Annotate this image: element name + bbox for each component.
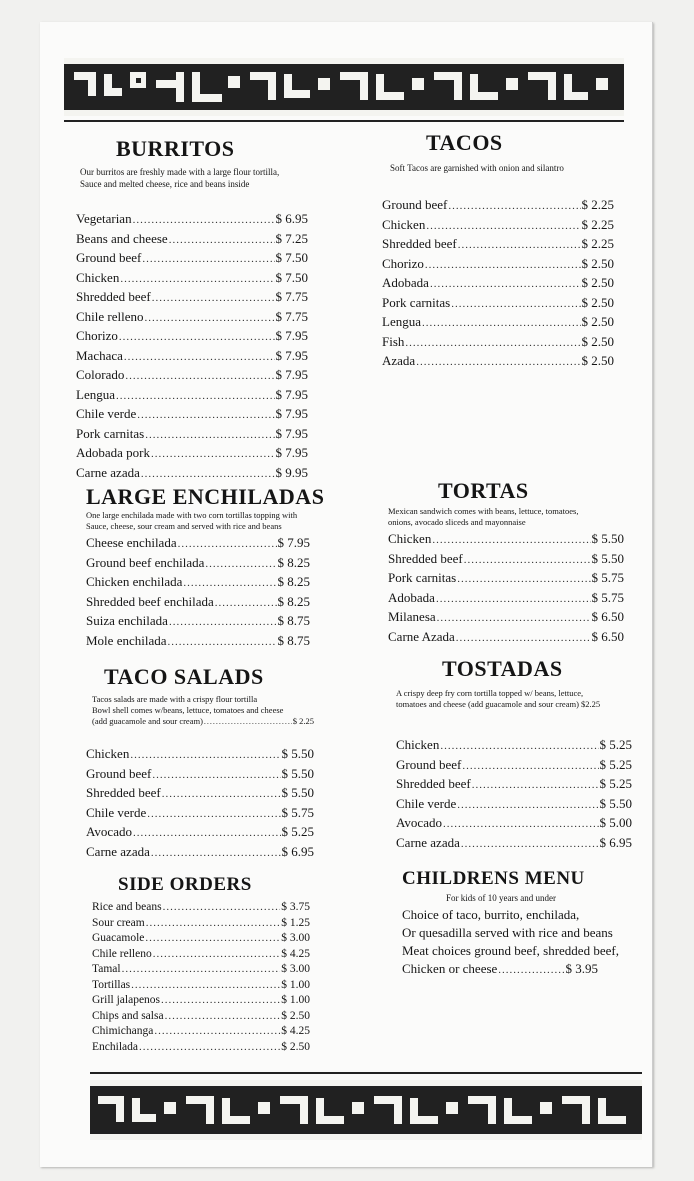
item-price: $ 5.75 (591, 570, 624, 585)
divider-bottom (90, 1072, 642, 1074)
item-price: $ 7.95 (275, 445, 308, 460)
item-price: $ 3.95 (565, 961, 598, 976)
menu-item (76, 464, 308, 484)
section-description: Tacos salads are made with a crispy flour tortilla Bowl shell comes w/beans, lettuce, tomatoes and cheese (92, 694, 284, 715)
menu-item (92, 916, 310, 932)
item-price: $ 5.75 (281, 804, 314, 820)
menu-item (388, 550, 624, 570)
menu-item (76, 288, 308, 308)
menu-item (92, 1024, 310, 1040)
leader-dots (440, 738, 598, 756)
menu-item (86, 573, 310, 593)
item-price: $ 5.25 (599, 737, 632, 752)
leader-dots (133, 825, 281, 843)
item-price: $ 5.00 (599, 815, 632, 830)
item-name: Lengua (76, 386, 115, 402)
item-price: $ 5.75 (591, 589, 624, 605)
leader-dots (122, 962, 281, 978)
menu-item (396, 775, 632, 795)
item-price: $ 7.95 (275, 347, 308, 363)
leader-dots (472, 777, 599, 795)
item-price: $ 1.00 (281, 978, 310, 991)
item-name: Suiza enchilada (86, 613, 168, 628)
item-price: $ 5.25 (599, 756, 632, 772)
addon-label: (add guacamole and sour cream) (92, 716, 203, 726)
item-price: $ 6.50 (591, 609, 624, 624)
item-price: $ 8.25 (277, 554, 310, 570)
item-name: Shredded beef (382, 236, 457, 251)
leader-dots (443, 816, 599, 834)
item-price: $ 2.50 (281, 1009, 310, 1022)
section-description: Soft Tacos are garnished with onion and silantro (390, 163, 564, 173)
item-name: Shredded beef (86, 785, 161, 800)
item-name: Adobada pork (76, 445, 151, 460)
item-price: $ 2.50 (581, 255, 614, 271)
leader-dots (116, 388, 275, 406)
menu-item (76, 210, 308, 230)
section-title: CHILDRENS MENU (402, 868, 585, 889)
item-name: Carne Azada (388, 628, 455, 644)
menu-item (382, 235, 614, 255)
section-subtitle: For kids of 10 years and under (446, 893, 556, 903)
item-price: $ 8.75 (277, 613, 310, 628)
menu-item (76, 327, 308, 347)
menu-item (86, 593, 310, 613)
item-name: Pork carnitas (388, 570, 457, 585)
leader-dots (169, 232, 275, 250)
leader-dots (215, 595, 277, 613)
leader-dots (162, 786, 281, 804)
leader-dots (145, 931, 280, 947)
menu-item (76, 425, 308, 445)
item-name: Vegetarian (76, 211, 132, 226)
leader-dots (426, 218, 580, 236)
item-price: $ 7.95 (275, 367, 308, 382)
item-list (76, 210, 308, 483)
menu-item (86, 823, 314, 843)
item-price: $ 1.00 (281, 994, 310, 1006)
item-price: $ 7.95 (275, 425, 308, 441)
item-name: Chicken (86, 746, 130, 761)
item-name: Enchilada (92, 1040, 138, 1053)
menu-item (396, 756, 632, 776)
item-price: $ 3.00 (281, 963, 310, 975)
item-list (388, 530, 624, 647)
menu-item (76, 444, 308, 464)
item-price: $ 9.95 (275, 464, 308, 480)
item-price: $ 7.95 (275, 406, 308, 421)
leader-dots (124, 349, 275, 367)
item-price: $ 3.00 (281, 932, 310, 944)
item-list (92, 900, 310, 1055)
section-title: BURRITOS (116, 136, 235, 161)
item-price: $ 2.25 (581, 236, 614, 251)
item-name: Carne azada (396, 834, 460, 850)
leader-dots (432, 532, 590, 550)
item-name: Chicken or cheese (402, 961, 498, 976)
leader-dots (448, 198, 580, 216)
item-price: $ 5.50 (591, 550, 624, 566)
item-name: Chicken (76, 269, 120, 285)
item-price: $ 8.25 (277, 593, 310, 609)
leader-dots (425, 257, 581, 275)
menu-item (76, 308, 308, 328)
item-name: Ground beef (382, 197, 448, 212)
menu-item (382, 255, 614, 275)
menu-item (86, 632, 310, 652)
leader-dots (137, 407, 274, 425)
item-price: $ 5.50 (281, 746, 314, 761)
item-list (86, 534, 310, 651)
menu-item (396, 834, 632, 854)
leader-dots (422, 315, 581, 333)
leader-dots (145, 310, 275, 328)
item-name: Ground beef (86, 765, 152, 781)
item-price: $ 2.50 (581, 314, 614, 329)
item-name: Sour cream (92, 916, 145, 929)
item-price: $ 2.50 (581, 353, 614, 368)
aztec-border-bottom (90, 1080, 642, 1140)
section-description: A crispy deep fry corn tortilla topped w/ beans, lettuce, tomatoes and cheese (add guacamole and sour cream) $2.25 (396, 688, 601, 709)
leader-dots (178, 536, 277, 554)
item-name: Chicken enchilada (86, 574, 183, 589)
menu-item (92, 1009, 310, 1025)
section-description: Our burritos are freshly made with a large flour tortilla, Sauce and melted cheese, rice and beans inside (80, 167, 280, 189)
leader-dots (168, 634, 277, 652)
item-price: $ 7.75 (275, 308, 308, 324)
section-childrens-menu (402, 868, 632, 980)
kids-description-line: Meat choices ground beef, shredded beef, (402, 943, 619, 958)
menu-item (382, 196, 614, 216)
menu-item (388, 569, 624, 589)
item-price: $ 5.50 (281, 765, 314, 781)
section-description: One large enchilada made with two corn tortillas topping with Sauce, cheese, sour cream and served with rice and beans (86, 510, 298, 531)
item-price: $ 5.50 (281, 785, 314, 800)
menu-item (388, 530, 624, 550)
leader-dots (141, 466, 275, 484)
item-name: Grill jalapenos (92, 994, 161, 1006)
kids-description-line: Or quesadilla served with rice and beans (402, 925, 613, 940)
section-title: LARGE ENCHILADAS (86, 484, 325, 509)
menu-item (382, 352, 614, 372)
leader-dots (147, 806, 280, 824)
leader-dots (153, 947, 281, 963)
item-price: $ 2.50 (581, 333, 614, 349)
menu-item (388, 589, 624, 609)
leader-dots (161, 993, 280, 1009)
menu-item (86, 745, 314, 765)
item-price: $ 4.25 (281, 1025, 310, 1037)
menu-item (382, 313, 614, 333)
menu-item (388, 608, 624, 628)
menu-item (76, 347, 308, 367)
item-price: $ 7.25 (275, 230, 308, 246)
menu-item (396, 736, 632, 756)
item-price: $ 6.50 (591, 628, 624, 644)
menu-item (92, 900, 310, 916)
item-price: $ 4.25 (281, 947, 310, 960)
item-price: $ 5.25 (281, 824, 314, 839)
item-name: Avocado (86, 824, 132, 839)
item-price: $ 7.95 (277, 535, 310, 550)
item-name: Adobada (382, 275, 429, 290)
menu-item (382, 333, 614, 353)
item-price: $ 6.95 (275, 211, 308, 226)
leader-dots (131, 978, 280, 994)
leader-dots (139, 1040, 280, 1056)
item-price: $ 7.95 (275, 328, 308, 343)
item-name: Avocado (396, 815, 442, 830)
leader-dots (146, 916, 281, 932)
section-tortas (388, 478, 624, 647)
leader-dots (451, 296, 580, 314)
item-name: Chicken (388, 531, 432, 546)
leader-dots (430, 276, 581, 294)
leader-dots (133, 212, 275, 230)
item-name: Shredded beef (76, 289, 151, 304)
leader-dots (151, 446, 274, 464)
leader-dots (405, 335, 580, 353)
item-name: Chimichanga (92, 1025, 154, 1037)
section-title: TORTAS (438, 478, 529, 503)
item-name: Carne azada (76, 464, 140, 480)
section-burritos (76, 136, 308, 483)
menu-item (382, 274, 614, 294)
leader-dots (498, 962, 564, 980)
menu-item (76, 230, 308, 250)
item-name: Ground beef (396, 756, 462, 772)
leader-dots (464, 552, 591, 570)
item-name: Fish (382, 333, 405, 349)
item-name: Pork carnitas (382, 294, 451, 310)
section-side-orders (92, 874, 310, 1055)
leader-dots (456, 630, 591, 648)
item-name: Shredded beef (396, 776, 471, 791)
item-name: Ground beef (76, 250, 142, 265)
menu-item (396, 795, 632, 815)
section-description: Mexican sandwich comes with beans, lettuce, tomatoes, onions, avocado sliceds and mayonnaise (388, 506, 579, 527)
menu-item (382, 216, 614, 236)
item-name: Tamal (92, 963, 121, 975)
menu-item (76, 386, 308, 406)
leader-dots (416, 354, 580, 372)
item-name: Chile verde (76, 406, 137, 421)
leader-dots (165, 1009, 281, 1025)
divider-top (64, 120, 624, 122)
item-name: Shredded beef enchilada (86, 593, 214, 609)
aztec-border-top (64, 58, 624, 116)
item-list (86, 745, 314, 862)
menu-item (388, 628, 624, 648)
item-price: $ 2.50 (281, 1040, 310, 1053)
menu-item (86, 804, 314, 824)
item-name: Tortillas (92, 978, 131, 991)
item-price: $ 6.95 (599, 834, 632, 850)
leader-dots (125, 368, 274, 386)
menu-item (86, 612, 310, 632)
item-name: Colorado (76, 367, 125, 382)
item-name: Chicken (396, 737, 440, 752)
leader-dots (154, 1024, 280, 1040)
leader-dots (437, 610, 591, 628)
menu-item (92, 1040, 310, 1056)
section-taco-salads (86, 664, 314, 862)
item-list (396, 736, 632, 853)
item-price: $ 7.50 (275, 250, 308, 265)
item-name: Chile relleno (92, 947, 152, 960)
menu-item (76, 249, 308, 269)
item-name: Beans and cheese (76, 230, 168, 246)
leader-dots (145, 427, 274, 445)
menu-item (92, 978, 310, 994)
leader-dots (183, 575, 276, 593)
item-price: $ 3.75 (281, 901, 310, 913)
leader-dots (205, 556, 276, 574)
section-title: SIDE ORDERS (118, 874, 252, 895)
item-price: $ 5.50 (591, 531, 624, 546)
menu-item (92, 931, 310, 947)
menu-item (92, 962, 310, 978)
item-name: Chile relleno (76, 308, 144, 324)
item-price: $ 2.25 (581, 216, 614, 232)
leader-dots (130, 747, 280, 765)
section-title: TOSTADAS (442, 656, 563, 681)
item-name: Shredded beef (388, 550, 463, 566)
item-name: Mole enchilada (86, 632, 167, 648)
item-name: Machaca (76, 347, 123, 363)
section-enchiladas (86, 484, 325, 651)
item-name: Azada (382, 353, 416, 368)
menu-item (382, 294, 614, 314)
leader-dots (169, 614, 277, 632)
leader-dots (458, 237, 581, 255)
item-price: $ 5.25 (599, 776, 632, 791)
menu-item (86, 784, 314, 804)
leader-dots (152, 767, 280, 785)
leader-dots (152, 290, 275, 308)
addon-price: $ 2.25 (292, 716, 314, 726)
item-price: $ 8.25 (277, 574, 310, 589)
leader-dots (204, 716, 292, 727)
leader-dots (457, 571, 590, 589)
item-price: $ 2.50 (581, 294, 614, 310)
item-name: Milanesa (388, 609, 436, 624)
item-name: Chorizo (76, 328, 118, 343)
item-price: $ 7.95 (275, 386, 308, 402)
item-name: Ground beef enchilada (86, 554, 205, 570)
leader-dots (457, 797, 598, 815)
item-price: $ 8.75 (277, 632, 310, 648)
item-price: $ 6.95 (281, 843, 314, 859)
item-name: Guacamole (92, 932, 145, 944)
menu-item (76, 405, 308, 425)
item-list (382, 196, 614, 372)
leader-dots (151, 845, 281, 863)
section-tacos (382, 130, 614, 372)
item-price: $ 7.75 (275, 289, 308, 304)
item-price: $ 5.50 (599, 795, 632, 811)
item-price: $ 1.25 (281, 916, 310, 929)
leader-dots (462, 758, 598, 776)
leader-dots (142, 251, 274, 269)
item-name: Carne azada (86, 843, 150, 859)
menu-item (76, 366, 308, 386)
leader-dots (119, 329, 275, 347)
menu-item (402, 960, 598, 980)
leader-dots (436, 591, 591, 609)
menu-item (76, 269, 308, 289)
menu-item (92, 993, 310, 1009)
item-name: Lengua (382, 314, 421, 329)
item-name: Chips and salsa (92, 1009, 164, 1022)
section-tostadas (396, 656, 632, 853)
leader-dots (461, 836, 599, 854)
menu-item (86, 765, 314, 785)
item-name: Adobada (388, 589, 435, 605)
kids-description-line: Choice of taco, burrito, enchilada, (402, 907, 580, 922)
menu-item (86, 843, 314, 863)
menu-item (92, 947, 310, 963)
leader-dots (163, 900, 281, 916)
item-price: $ 2.50 (581, 275, 614, 290)
leader-dots (120, 271, 274, 289)
menu-item (86, 554, 310, 574)
menu-item (396, 814, 632, 834)
item-name: Cheese enchilada (86, 535, 177, 550)
section-title: TACO SALADS (104, 664, 264, 689)
item-name: Rice and beans (92, 901, 162, 913)
item-price: $ 7.50 (275, 269, 308, 285)
item-name: Chicken (382, 216, 426, 232)
item-name: Chile verde (396, 795, 457, 811)
section-title: TACOS (426, 130, 503, 155)
item-price: $ 2.25 (581, 197, 614, 212)
item-name: Chorizo (382, 255, 424, 271)
addon-line (92, 716, 314, 727)
item-name: Pork carnitas (76, 425, 145, 441)
item-name: Chile verde (86, 804, 147, 820)
menu-item (86, 534, 310, 554)
